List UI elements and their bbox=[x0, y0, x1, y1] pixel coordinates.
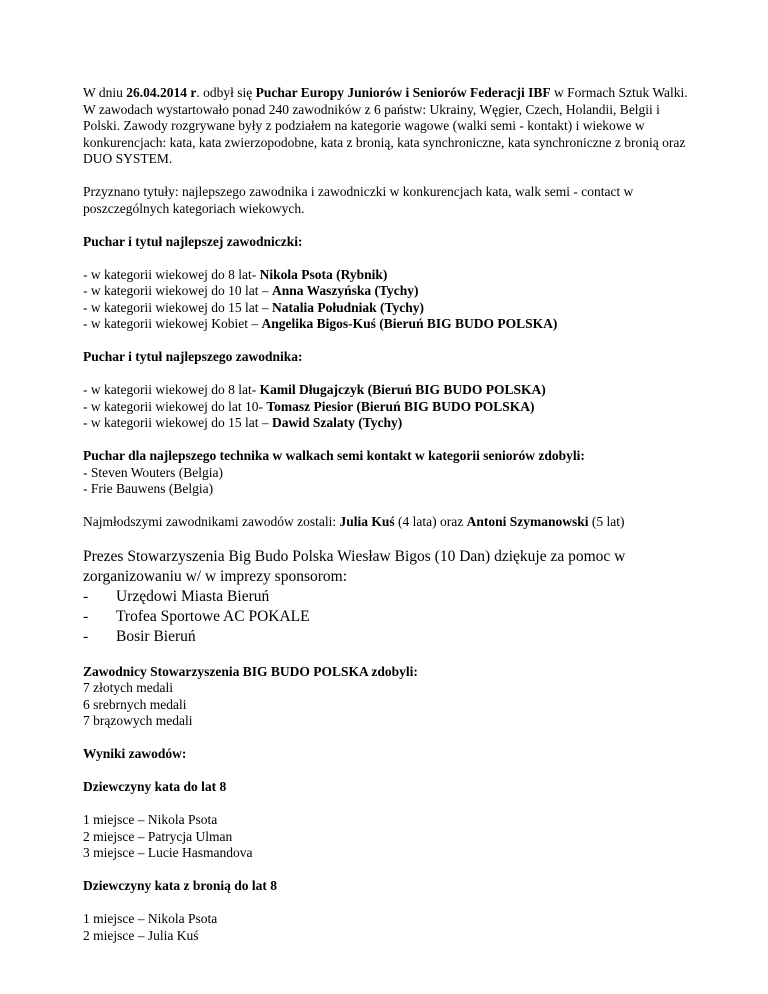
heading-best-female bbox=[83, 234, 690, 251]
bold-text-run: Julia Kuś bbox=[339, 514, 395, 529]
bold-text-run: Puchar i tytuł najlepszego zawodnika: bbox=[83, 349, 303, 364]
text-run: 2 miejsce – Julia Kuś bbox=[83, 927, 199, 943]
bold-text-run: Dziewczyny kata z bronią do lat 8 bbox=[83, 878, 277, 893]
youngest-competitors-paragraph bbox=[83, 514, 690, 531]
bold-text-run: 26.04.2014 r bbox=[126, 85, 197, 100]
text-run: 1 miejsce – Nikola Psota bbox=[83, 812, 218, 827]
bold-text-run: Puchar Europy Juniorów i Seniorów Federacji IBF bbox=[255, 85, 551, 100]
text-run: 7 złotych medali bbox=[83, 680, 173, 695]
best-female-item bbox=[83, 300, 690, 317]
result-line bbox=[83, 845, 690, 862]
text-run: - Steven Wouters (Belgia) bbox=[83, 464, 224, 480]
bold-text-run: Angelika Bigos-Kuś (Bieruń BIG BUDO POLSKA) bbox=[261, 316, 558, 331]
heading-results bbox=[83, 746, 690, 763]
bold-text-run: Tomasz Piesior (Bieruń BIG BUDO POLSKA) bbox=[266, 398, 535, 414]
best-male-item bbox=[83, 415, 690, 432]
text-run: w Formach Sztuk Walki. W zawodach wystartowało ponad 240 zawodników z 6 państw: Ukrainy, Węgier, Czech, Holandii, Belgii i Polski. Zawody rozgrywane były z podziałem na kategorie wagowe (walki semi - kontakt) i wiekowe w konkurencjach: kata, kata zwierzopodobne, kata z bronią, kata synchroniczne, kata synchroniczne z bronią oraz DUO SYSTEM. bbox=[83, 85, 688, 166]
titles-paragraph bbox=[83, 184, 690, 217]
dash-bullet: - bbox=[83, 608, 89, 625]
text-run: 3 miejsce – Lucie Hasmandova bbox=[83, 845, 253, 860]
text-run: 1 miejsce – Nikola Psota bbox=[83, 911, 218, 926]
text-run: - w kategorii wiekowej do 8 lat- bbox=[83, 382, 260, 397]
best-technician-item bbox=[83, 481, 690, 498]
medal-count-line bbox=[83, 680, 690, 697]
bold-text-run: Kamil Długajczyk (Bieruń BIG BUDO POLSKA) bbox=[259, 382, 546, 397]
sponsor-item bbox=[83, 607, 690, 627]
bold-text-run: Puchar dla najlepszego technika w walkach semi kontakt w kategorii seniorów zdobyli: bbox=[83, 448, 585, 463]
dash-bullet: - bbox=[83, 588, 89, 605]
text-run: . odbył się bbox=[196, 85, 256, 100]
text-run: Trofea Sportowe AC POKALE bbox=[116, 608, 310, 625]
text-run: Urzędowi Miasta Bieruń bbox=[116, 588, 270, 605]
result-line bbox=[83, 812, 690, 829]
text-run: (5 lat) bbox=[588, 514, 625, 529]
text-run: 2 miejsce – Patrycja Ulman bbox=[83, 828, 233, 844]
result-line bbox=[83, 829, 690, 846]
bold-text-run: Puchar i tytuł najlepszej zawodniczki: bbox=[83, 233, 303, 249]
bold-text-run: Antoni Szymanowski bbox=[466, 514, 589, 529]
medal-count-line bbox=[83, 697, 690, 714]
result-line bbox=[83, 911, 690, 928]
heading-best-male bbox=[83, 349, 690, 366]
text-run: - w kategorii wiekowej do 15 lat – bbox=[83, 415, 272, 430]
best-female-item bbox=[83, 283, 690, 300]
best-male-item bbox=[83, 399, 690, 416]
result-line bbox=[83, 928, 690, 945]
best-technician-item bbox=[83, 465, 690, 482]
text-run: - w kategorii wiekowej do 8 lat- bbox=[83, 266, 260, 282]
text-run: Przyznano tytuły: najlepszego zawodnika i zawodniczki w konkurencjach kata, walk semi - contact w poszczególnych kategoriach wiekowych. bbox=[83, 184, 634, 216]
bold-text-run: Natalia Południak (Tychy) bbox=[271, 299, 424, 315]
medal-count-line bbox=[83, 713, 690, 730]
sponsor-item bbox=[83, 587, 690, 607]
sponsor-item bbox=[83, 627, 690, 647]
text-run: W dniu bbox=[83, 85, 127, 100]
text-run: 7 brązowych medali bbox=[83, 713, 193, 728]
heading-best-technician bbox=[83, 448, 690, 465]
text-run: 6 srebrnych medali bbox=[83, 696, 187, 712]
bold-text-run: Wyniki zawodów: bbox=[83, 746, 187, 761]
best-female-item bbox=[83, 316, 690, 333]
bold-text-run: Anna Waszyńska (Tychy) bbox=[271, 283, 419, 298]
bold-text-run: Dawid Szalaty (Tychy) bbox=[271, 415, 403, 430]
heading-category-girls-kata-8 bbox=[83, 779, 690, 796]
text-run: Prezes Stowarzyszenia Big Budo Polska Wiesław Bigos (10 Dan) dziękuje za pomoc w zorganizowaniu w/ w imprezy sponsorom: bbox=[83, 548, 626, 585]
text-run: (4 lata) oraz bbox=[394, 514, 467, 529]
heading-medals bbox=[83, 664, 690, 681]
dash-bullet: - bbox=[83, 628, 89, 645]
text-run: - w kategorii wiekowej do lat 10- bbox=[83, 398, 267, 414]
president-thanks-paragraph bbox=[83, 547, 690, 587]
text-run: - Frie Bauwens (Belgia) bbox=[83, 481, 214, 496]
bold-text-run: Nikola Psota (Rybnik) bbox=[259, 266, 388, 282]
text-run: - w kategorii wiekowej Kobiet – bbox=[83, 316, 262, 331]
text-run: - w kategorii wiekowej do 15 lat – bbox=[83, 299, 272, 315]
text-run: - w kategorii wiekowej do 10 lat – bbox=[83, 283, 272, 298]
best-male-item bbox=[83, 382, 690, 399]
best-female-item bbox=[83, 267, 690, 284]
text-run: Najmłodszymi zawodnikami zawodów zostali: bbox=[83, 514, 340, 529]
text-run: Bosir Bieruń bbox=[116, 628, 196, 645]
bold-text-run: Zawodnicy Stowarzyszenia BIG BUDO POLSKA zdobyli: bbox=[83, 663, 418, 679]
bold-text-run: Dziewczyny kata do lat 8 bbox=[83, 779, 227, 794]
intro-paragraph bbox=[83, 85, 690, 168]
heading-category-girls-kata-weapons-8 bbox=[83, 878, 690, 895]
